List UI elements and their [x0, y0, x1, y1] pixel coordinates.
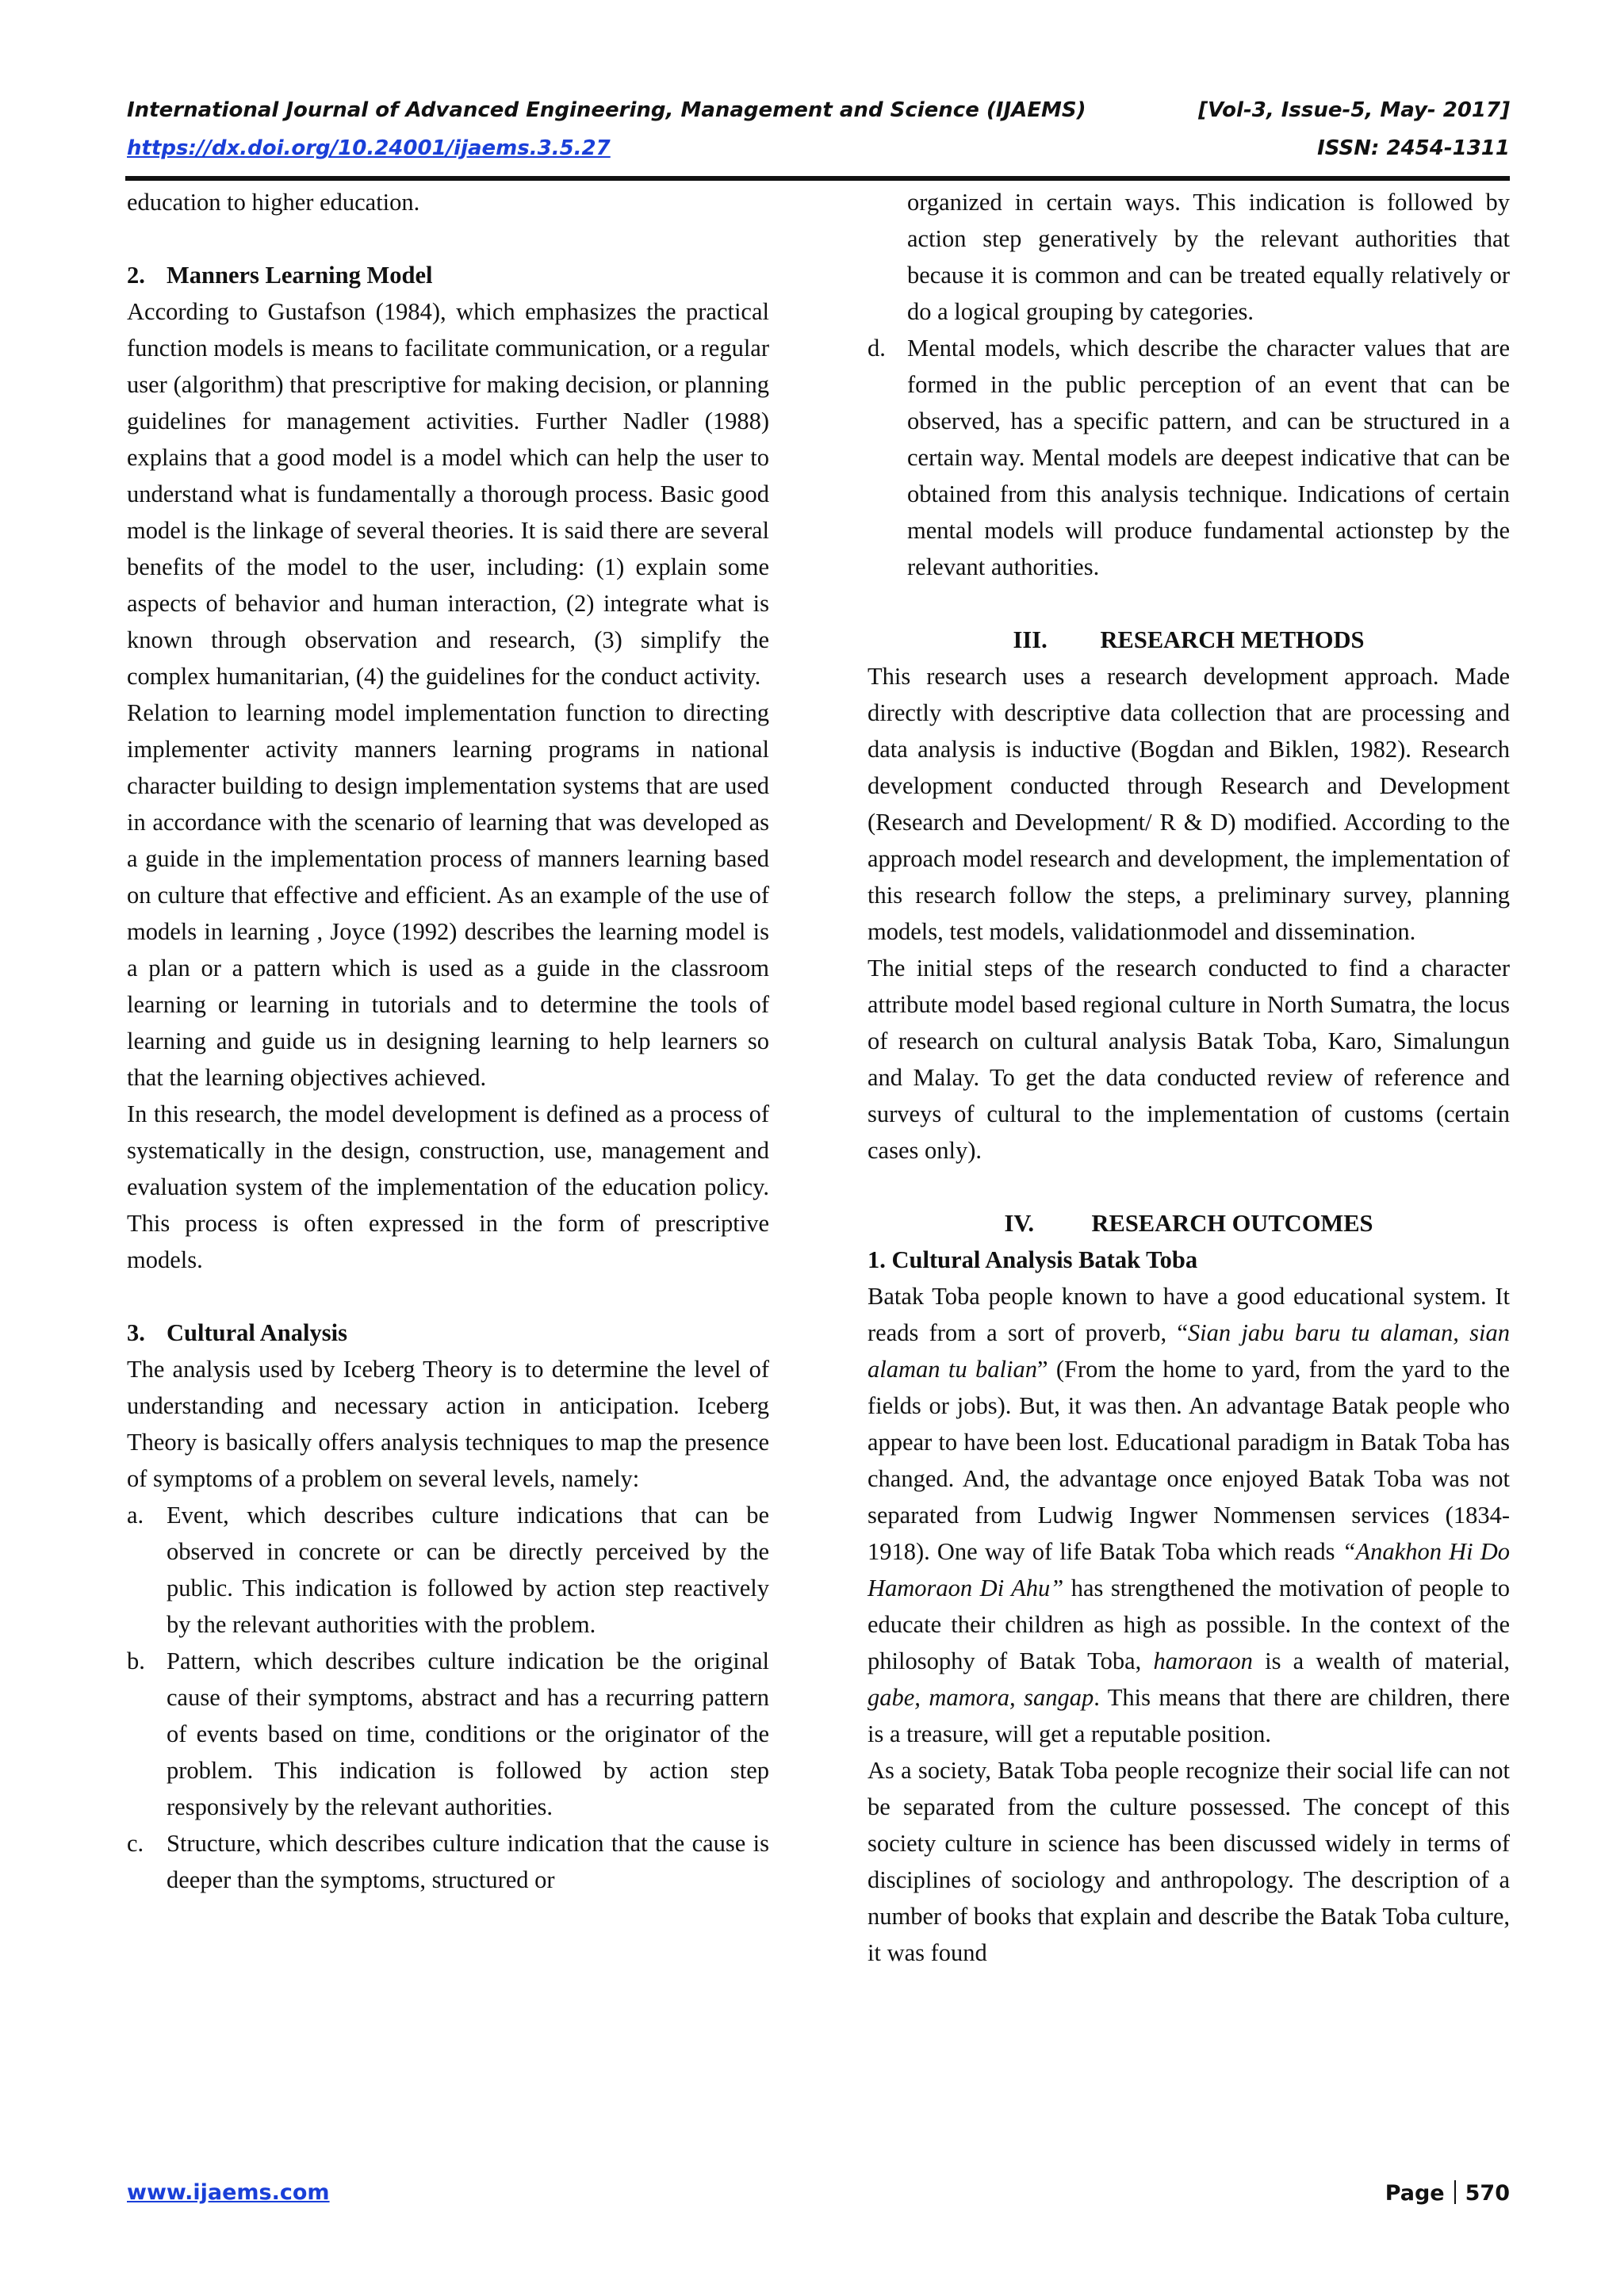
text-run: is a wealth of material,	[1252, 1647, 1510, 1674]
heading-text: Cultural Analysis	[167, 1319, 347, 1346]
paragraph: education to higher education.	[127, 189, 420, 216]
list-marker: b.	[127, 1647, 145, 1674]
page-value: 570	[1465, 2181, 1510, 2206]
section-number: III.	[1013, 626, 1048, 653]
text-run: Batak Toba people known to have a good educational system. It reads from a sort of proverb, “	[868, 1283, 1510, 1346]
paragraph: This research uses a research development approach. Made directly with descriptive data collection that are processing and data analysis is inductive (Bogdan and Biklen, 1982). Research development conducted through Research and Development (Research and Development/ R & D) modified. According to the approach model research and development, the implementation of this research follow the steps, a preliminary survey, planning models, test models, validationmodel and dissemination.	[868, 663, 1510, 945]
right-column	[868, 184, 1510, 1971]
list-text: Pattern, which describes culture indication be the original cause of their symptoms, abstract and has a recurring pattern of events based on time, conditions or the originator of the problem. This indication is followed by action step responsively by the relevant authorities.	[167, 1647, 769, 1820]
heading-number: 3.	[127, 1319, 145, 1346]
list-item-structure	[127, 1825, 769, 1898]
issn: ISSN: 2454-1311	[1317, 136, 1510, 160]
heading-number: 2.	[127, 262, 145, 289]
left-column	[127, 184, 769, 1898]
journal-title: International Journal of Advanced Engineering, Management and Science (IJAEMS)	[127, 98, 1086, 122]
list-item-structure-continued	[868, 184, 1510, 330]
paragraph: The initial steps of the research conducted to find a character attribute model based regional culture in North Sumatra, the locus of research on cultural analysis Batak Toba, Karo, Simalungun and Malay. To get the data conducted review of reference and surveys of cultural to the implementation of customs (certain cases only).	[868, 955, 1510, 1164]
list-marker: c.	[127, 1830, 144, 1857]
list-item-event	[127, 1497, 769, 1643]
section-heading-research-outcomes	[868, 1205, 1510, 1242]
doi-link[interactable]: https://dx.doi.org/10.24001/ijaems.3.5.27	[127, 136, 611, 160]
header-divider	[125, 176, 1510, 181]
subheading-batak-toba: 1. Cultural Analysis Batak Toba	[868, 1246, 1198, 1273]
heading-cultural-analysis	[127, 1314, 769, 1351]
text-run: . This means that there are children, there is a treasure, will get a reputable position.	[868, 1684, 1510, 1747]
page-label: Page	[1385, 2181, 1445, 2206]
section-heading-research-methods	[868, 622, 1510, 658]
list-item-mental-models	[868, 330, 1510, 585]
spacer	[868, 585, 1510, 622]
issue-info: [Vol-3, Issue-5, May- 2017]	[1198, 98, 1510, 122]
term-hamoraon: hamoraon	[1153, 1647, 1253, 1674]
spacer	[868, 1169, 1510, 1205]
saying: “Anakhon Hi Do Hamoraon Di Ahu”	[868, 1538, 1510, 1601]
list-text: Mental models, which describe the character values that are formed in the public perception of an event that can be observed, has a specific pattern, and can be structured in a certain way. Mental models are deepest indicative that can be obtained from this analysis technique. Indications of certain mental models will produce fundamental actionstep by the relevant authorities.	[907, 335, 1510, 580]
paragraph: As a society, Batak Toba people recognize their social life can not be separated from the culture possessed. The concept of this society culture in science has been discussed widely in terms of disciplines of sociology and anthropology. The description of a number of books that explain and describe the Batak Toba culture, it was found	[868, 1757, 1510, 1966]
paragraph: According to Gustafson (1984), which emphasizes the practical function models is means to facilitate communication, or a regular user (algorithm) that prescriptive for making decision, or planning guidelines for management activities. Further Nadler (1988) explains that a good model is a model which can help the user to understand what is fundamentally a thorough process. Basic good model is the linkage of several theories. It is said there are several benefits of the model to the user, including: (1) explain some aspects of behavior and human interaction, (2) integrate what is known through observation and research, (3) simplify the complex humanitarian, (4) the guidelines for the conduct activity.	[127, 298, 769, 690]
paragraph: The analysis used by Iceberg Theory is to determine the level of understanding and necessary action in anticipation. Iceberg Theory is basically offers analysis techniques to map the presence of symptoms of a problem on several levels, namely:	[127, 1356, 769, 1492]
heading-text: Manners Learning Model	[167, 262, 433, 289]
section-title: RESEARCH OUTCOMES	[1091, 1210, 1373, 1237]
section-number: IV.	[1004, 1210, 1035, 1237]
proverb: Sian jabu baru tu alaman, sian alaman tu balian	[868, 1319, 1510, 1383]
text-run: has strengthened the motivation of people to educate their children as high as possible. In the context of the philosophy of Batak Toba,	[868, 1575, 1510, 1674]
paragraph	[868, 1278, 1510, 1752]
spacer	[127, 220, 769, 257]
paragraph: Relation to learning model implementation function to directing implementer activity manners learning programs in national character building to design implementation systems that are used in accordance with the scenario of learning that was developed as a guide in the implementation process of manners learning based on culture that effective and efficient. As an example of the use of models in learning , Joyce (1992) describes the learning model is a plan or a pattern which is used as a guide in the classroom learning or learning in tutorials and to determine the tools of learning and guide us in designing learning to help learners so that the learning objectives achieved.	[127, 699, 769, 1091]
text-run: ” (From the home to yard, from the yard to the fields or jobs). But, it was then. An advantage Batak people who appear to have been lost. Educational paradigm in Batak Toba has changed. And, the advantage once enjoyed Batak Toba was not separated from Ludwig Ingwer Nommensen services (1834-1918). One way of life Batak Toba which reads	[868, 1356, 1510, 1565]
heading-manners-learning-model	[127, 257, 769, 293]
term-gabe: gabe, mamora, sangap	[868, 1684, 1094, 1711]
page-number	[1385, 2180, 1510, 2206]
list-marker: d.	[868, 335, 886, 362]
list-item-pattern	[127, 1643, 769, 1825]
page-divider	[1454, 2180, 1456, 2204]
website-link[interactable]: www.ijaems.com	[127, 2180, 330, 2205]
section-title: RESEARCH METHODS	[1100, 626, 1365, 653]
list-text: organized in certain ways. This indication is followed by action step generatively by the relevant authorities that because it is common and can be treated equally relatively or do a logical grouping by categories.	[907, 189, 1510, 325]
spacer	[127, 1278, 769, 1314]
list-text: Event, which describes culture indications that can be observed in concrete or can be directly perceived by the public. This indication is followed by action step reactively by the relevant authorities with the problem.	[167, 1502, 769, 1638]
list-text: Structure, which describes culture indication that the cause is deeper than the symptoms, structured or	[167, 1830, 769, 1893]
paragraph: In this research, the model development is defined as a process of systematically in the design, construction, use, management and evaluation system of the implementation of the education policy. This process is often expressed in the form of prescriptive models.	[127, 1100, 769, 1273]
list-marker: a.	[127, 1502, 144, 1529]
